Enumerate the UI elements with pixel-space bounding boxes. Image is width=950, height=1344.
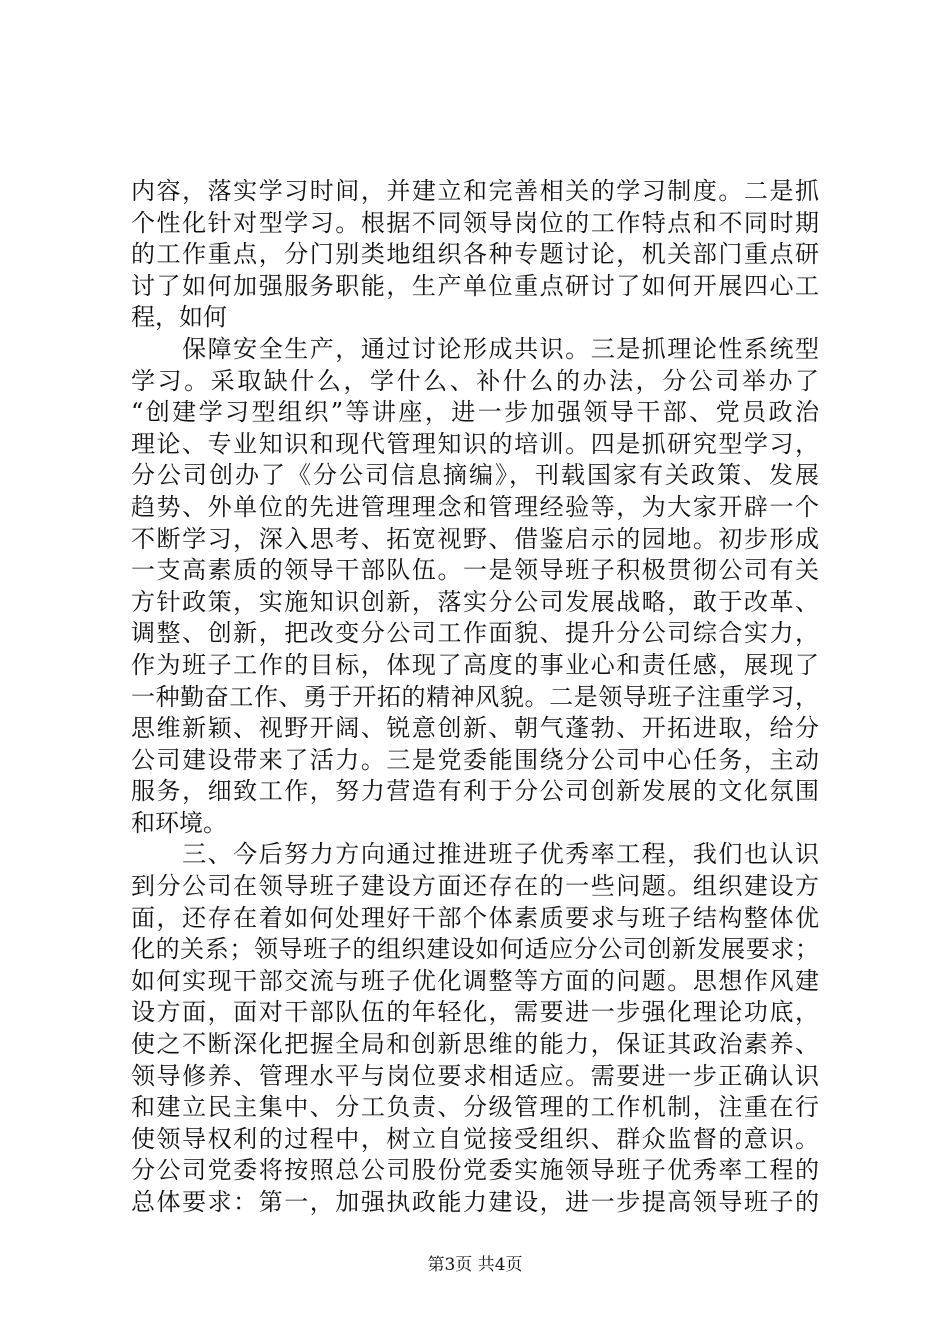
text-line: 使之不断深化把握全局和创新思维的能力，保证其政治素养、 [131, 1030, 819, 1059]
text-line: 理论、专业知识和现代管理知识的培训。四是抓研究型学习， [131, 429, 819, 458]
text-line: 个性化针对型学习。根据不同领导岗位的工作特点和不同时期 [131, 208, 819, 237]
text-line: 作为班子工作的目标，体现了高度的事业心和责任感，展现了 [131, 650, 819, 679]
text-line: 调整、创新，把改变分公司工作面貌、提升分公司综合实力， [131, 619, 819, 648]
text-line: 如何实现干部交流与班子优化调整等方面的问题。思想作风建 [131, 966, 819, 995]
text-line: 和环境。 [131, 808, 227, 837]
text-line: 程，如何 [131, 303, 227, 332]
text-line: 使领导权利的过程中，树立自觉接受组织、群众监督的意识。 [131, 1124, 819, 1153]
text-line: 公司建设带来了活力。三是党委能围绕分公司中心任务，主动 [131, 745, 819, 774]
text-line: 总体要求：第一，加强执政能力建设，进一步提高领导班子的 [131, 1188, 819, 1216]
page-footer: 第3页 共4页 [427, 1255, 523, 1275]
text-line: 一支高素质的领导干部队伍。一是领导班子积极贯彻公司有关 [131, 556, 819, 585]
text-line: 内容，落实学习时间，并建立和完善相关的学习制度。二是抓 [131, 177, 819, 205]
text-line: 到分公司在领导班子建设方面还存在的一些问题。组织建设方 [131, 872, 819, 901]
text-line: 学习。采取缺什么，学什么、补什么的办法，分公司举办了 [131, 366, 819, 395]
text-line: 不断学习，深入思考、拓宽视野、借鉴启示的园地。初步形成 [131, 524, 819, 553]
body-text [131, 176, 819, 1219]
text-line: 思维新颖、视野开阔、锐意创新、朝气蓬勃、开拓进取，给分 [131, 714, 819, 743]
text-line: 方针政策，实施知识创新，落实分公司发展战略，敢于改革、 [131, 587, 819, 616]
text-line: 一种勤奋工作、勇于开拓的精神风貌。二是领导班子注重学习， [131, 682, 819, 711]
text-line: 的工作重点，分门别类地组织各种专题讨论，机关部门重点研 [131, 240, 819, 269]
text-line: 三、今后努力方向通过推进班子优秀率工程，我们也认识 [131, 840, 819, 869]
text-line: 设方面，面对干部队伍的年轻化，需要进一步强化理论功底， [131, 998, 819, 1027]
text-line: 分公司党委将按照总公司股份党委实施领导班子优秀率工程的 [131, 1156, 819, 1185]
text-line: 服务，细致工作，努力营造有利于分公司创新发展的文化氛围 [131, 777, 819, 806]
text-line: 趋势、外单位的先进管理理念和管理经验等，为大家开辟一个 [131, 492, 819, 521]
text-line: 化的关系；领导班子的组织建设如何适应分公司创新发展要求； [131, 935, 819, 964]
text-line: 和建立民主集中、分工负责、分级管理的工作机制，注重在行 [131, 1093, 819, 1122]
text-line: 讨了如何加强服务职能，生产单位重点研讨了如何开展四心工 [131, 271, 819, 300]
text-line: 面，还存在着如何处理好干部个体素质要求与班子结构整体优 [131, 903, 819, 932]
text-line: 领导修养、管理水平与岗位要求相适应。需要进一步正确认识 [131, 1061, 819, 1090]
text-line: 分公司创办了《分公司信息摘编》，刊载国家有关政策、发展 [131, 461, 819, 490]
text-line: 保障安全生产，通过讨论形成共识。三是抓理论性系统型 [131, 334, 819, 363]
text-line: “创建学习型组织”等讲座，进一步加强领导干部、党员政治 [131, 398, 819, 427]
